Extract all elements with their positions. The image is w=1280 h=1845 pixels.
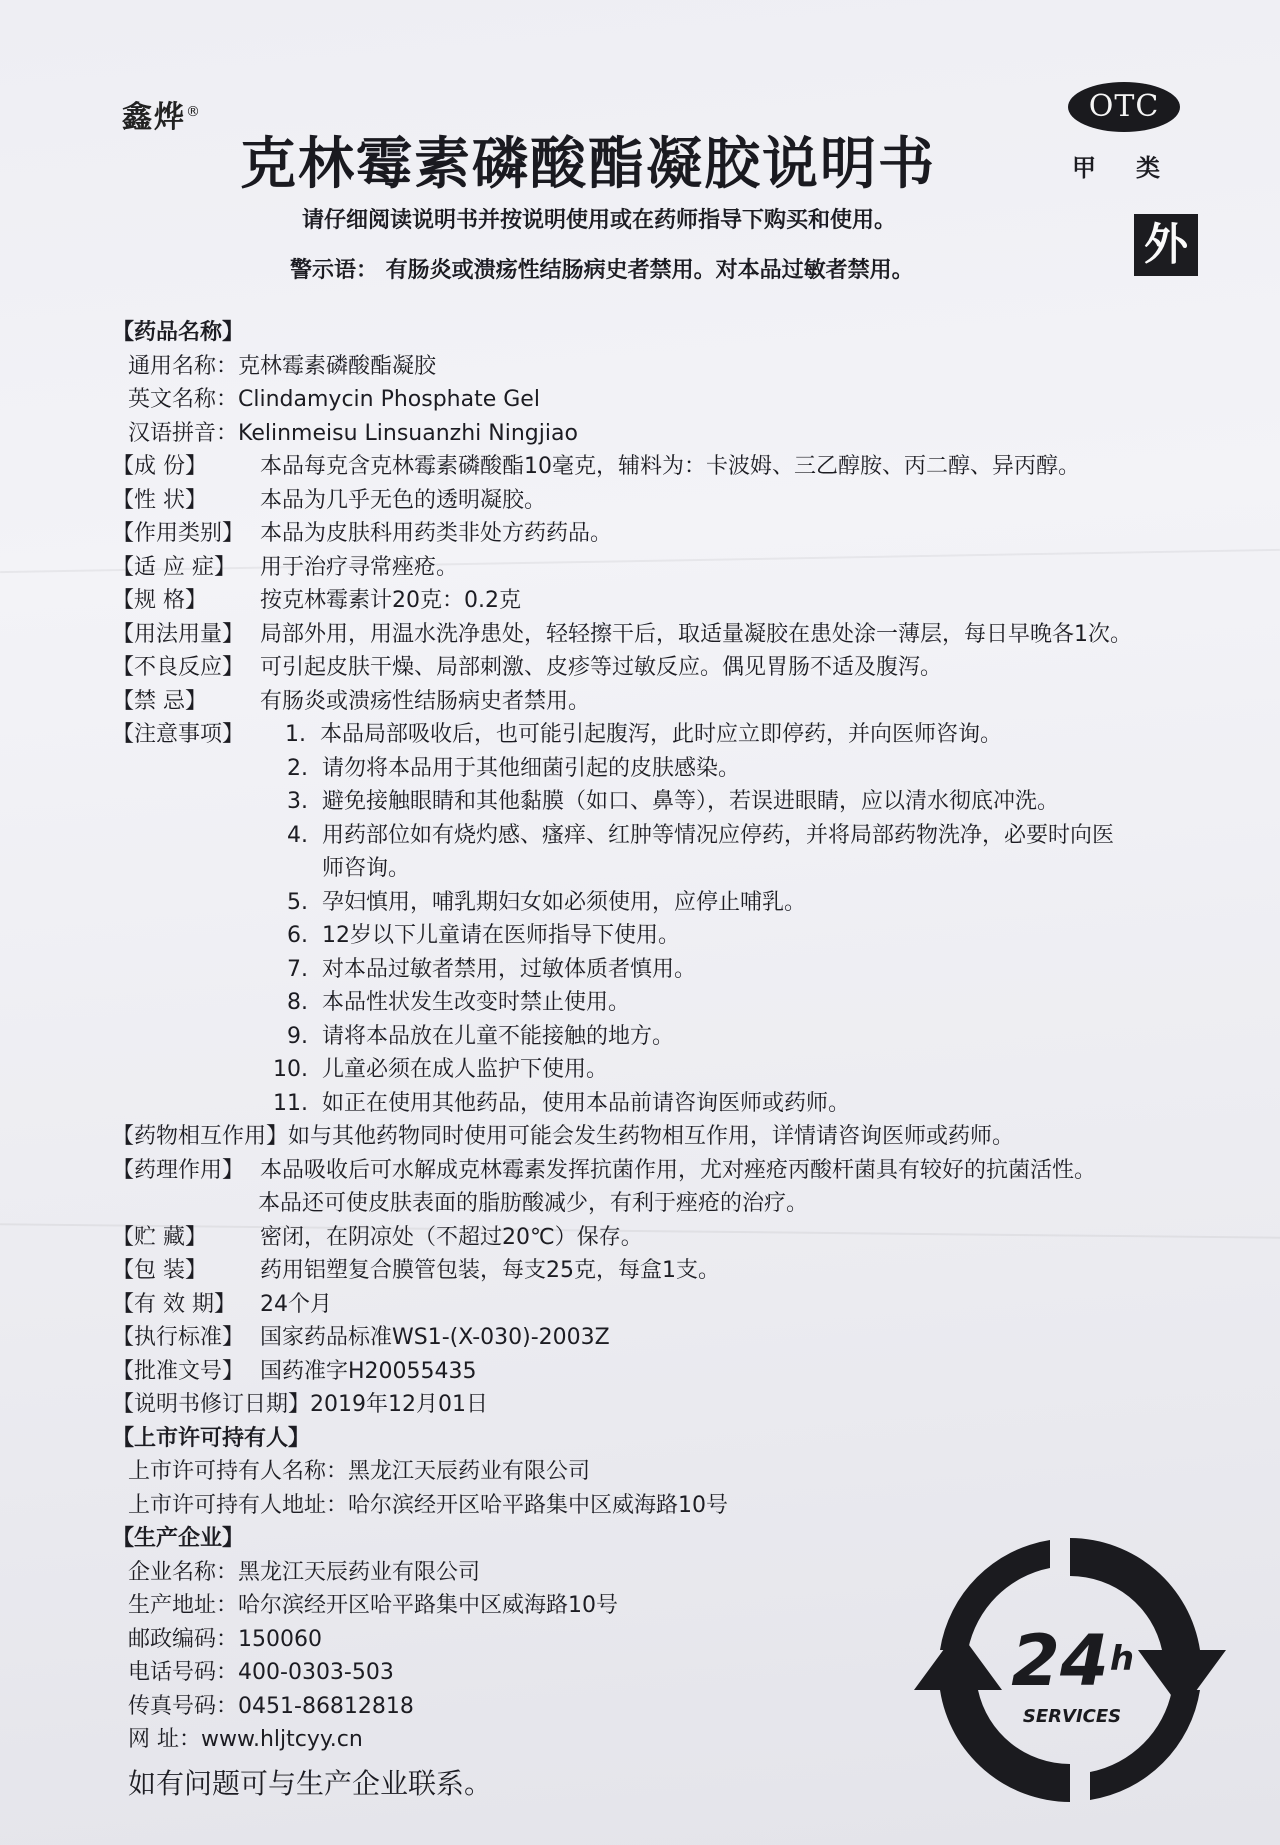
contact-note: 如有问题可与生产企业联系。: [128, 1767, 493, 1800]
precaution-text: 儿童必须在成人监护下使用。: [322, 1057, 609, 1082]
field-value: 400-0303-503: [238, 1660, 394, 1685]
field-label: 企业名称：: [128, 1559, 239, 1585]
standard-row: [112, 1321, 1262, 1355]
section-value: 本品为皮肤科用药类非处方药药品。: [260, 521, 613, 546]
brand-logo: [122, 92, 202, 136]
section-label: 【成 份】: [112, 454, 207, 479]
composition-row: [112, 450, 1262, 484]
section-value: 用于治疗寻常痤疮。: [260, 554, 459, 580]
english-name-row: [112, 383, 1262, 417]
field-value: 克林霉素磷酸酯凝胶: [238, 353, 437, 379]
precaution-item: [112, 752, 1262, 786]
precaution-text: 用药部位如有烧灼感、瘙痒、红肿等情况应停药，并将局部药物洗净，必要时向医: [322, 822, 1115, 848]
field-value: 150060: [238, 1626, 322, 1652]
field-label: 电话号码：: [128, 1660, 239, 1685]
contraindication-row: [112, 685, 1262, 719]
dosage-row: [112, 618, 1262, 652]
spec-row: [112, 584, 1262, 618]
field-value: Clindamycin Phosphate Gel: [238, 387, 540, 412]
pinyin-row: [112, 417, 1262, 451]
section-value: 24个月: [260, 1291, 332, 1317]
precaution-number: 7.: [287, 956, 308, 982]
badge-hour: h: [1109, 1639, 1135, 1679]
precaution-item: [112, 886, 1262, 920]
section-label: 【用法用量】: [112, 621, 245, 647]
approval-row: [112, 1355, 1262, 1389]
precaution-number: 8.: [287, 990, 308, 1015]
section-label: 【包 装】: [112, 1258, 207, 1283]
appearance-row: [112, 484, 1262, 518]
precaution-text: 本品性状发生改变时禁止使用。: [322, 990, 631, 1015]
section-heading: 【上市许可持有人】: [112, 1425, 311, 1451]
precaution-continuation: [112, 852, 1262, 886]
reading-notice: 请仔细阅读说明书并按说明使用或在药师指导下购买和使用。: [302, 208, 897, 233]
precaution-number: 11.: [273, 1090, 308, 1116]
precaution-item: [112, 1053, 1262, 1087]
website-link[interactable]: www.hljtcyy.cn: [201, 1727, 363, 1752]
field-value: 黑龙江天辰药业有限公司: [238, 1559, 481, 1585]
precaution-item: [112, 986, 1262, 1020]
precaution-text: 如正在使用其他药品，使用本品前请咨询医师或药师。: [322, 1090, 851, 1116]
section-value: 药用铝塑复合膜管包装，每支25克，每盒1支。: [260, 1258, 720, 1283]
section-label: 【说明书修订日期】: [112, 1392, 311, 1417]
precaution-text: 孕妇慎用，哺乳期妇女如必须使用，应停止哺乳。: [322, 889, 807, 915]
field-value: 哈尔滨经开区哈平路集中区威海路10号: [238, 1593, 619, 1618]
revision-date-row: [112, 1388, 1262, 1422]
field-value: 0451-86812818: [238, 1693, 414, 1719]
precaution-number: 9.: [287, 1023, 308, 1049]
precaution-number: 1.: [285, 722, 306, 747]
badge-number: 24: [1011, 1620, 1109, 1702]
interaction-row: [112, 1120, 1262, 1154]
precaution-item: [112, 953, 1262, 987]
section-value: 本品吸收后可水解成克林霉素发挥抗菌作用，尤对痤疮丙酸杆菌具有较好的抗菌活性。: [260, 1157, 1097, 1183]
section-value: 按克林霉素计20克：0.2克: [260, 588, 521, 613]
category-row: [112, 517, 1262, 551]
section-value: 局部外用，用温水洗净患处，轻轻擦干后，取适量凝胶在患处涂一薄层，每日早晚各1次。: [260, 621, 1132, 647]
section-label: 【作用类别】: [112, 521, 245, 546]
field-label: 上市许可持有人名称：: [128, 1459, 349, 1484]
precaution-item: [112, 919, 1262, 953]
precautions-heading-row: [112, 718, 1262, 752]
otc-category: 甲类: [1072, 154, 1200, 182]
brand-name: 鑫烨: [122, 100, 186, 135]
precaution-text: 请勿将本品用于其他细菌引起的皮肤感染。: [322, 755, 741, 781]
precaution-item: [112, 1087, 1262, 1121]
validity-row: [112, 1288, 1262, 1322]
section-label: 【适 应 症】: [112, 554, 236, 580]
precaution-number: 5.: [287, 889, 308, 915]
precaution-number: 4.: [287, 822, 308, 848]
holder-address-row: [112, 1489, 1262, 1523]
field-label: 邮政编码：: [128, 1626, 239, 1652]
section-value: 可引起皮肤干燥、局部刺激、皮疹等过敏反应。偶见胃肠不适及腹泻。: [260, 655, 943, 680]
generic-name-row: [112, 350, 1262, 384]
section-label: 【性 状】: [112, 487, 207, 513]
registered-mark: ®: [186, 104, 202, 120]
24h-services-icon: [900, 1520, 1240, 1820]
section-label: 【执行标准】: [112, 1325, 245, 1350]
section-label: 【禁 忌】: [112, 688, 207, 714]
section-label: 【药物相互作用】: [112, 1124, 289, 1149]
package-row: [112, 1254, 1262, 1288]
precaution-number: 10.: [273, 1057, 308, 1082]
section-value: 本品为几乎无色的透明凝胶。: [260, 487, 547, 513]
section-value: 本品每克含克林霉素磷酸酯10毫克，辅料为：卡波姆、三乙醇胺、丙二醇、异丙醇。: [260, 454, 1080, 479]
precaution-text: 本品局部吸收后，也可能引起腹泻，此时应立即停药，并向医师咨询。: [320, 722, 1003, 747]
indication-row: [112, 551, 1262, 585]
section-label: 【批准文号】: [112, 1358, 245, 1384]
external-use-badge: 外: [1134, 214, 1198, 276]
section-value: 有肠炎或溃疡性结肠病史者禁用。: [260, 688, 591, 714]
holder-name-row: [112, 1455, 1262, 1489]
pharmacology-row: [112, 1154, 1262, 1188]
field-label: 传真号码：: [128, 1693, 239, 1719]
section-heading: 【药品名称】: [112, 320, 245, 345]
warning-line: 警示语： 有肠炎或溃疡性结肠病史者禁用。对本品过敏者禁用。: [290, 258, 914, 283]
document-title: 克林霉素磷酸酯凝胶说明书: [240, 132, 936, 197]
field-label: 生产地址：: [128, 1593, 239, 1618]
field-value: Kelinmeisu Linsuanzhi Ningjiao: [238, 420, 578, 446]
section-value: 本品还可使皮肤表面的脂肪酸减少，有利于痤疮的治疗。: [258, 1191, 809, 1216]
section-label: 【规 格】: [112, 588, 207, 613]
pharmacology-continuation: [112, 1187, 1262, 1221]
section-value: 国家药品标准WS1-(X-030)-2003Z: [260, 1325, 610, 1350]
field-label: 上市许可持有人地址：: [128, 1492, 349, 1518]
field-value: 哈尔滨经开区哈平路集中区威海路10号: [348, 1492, 729, 1518]
section-label: 【药理作用】: [112, 1157, 245, 1183]
field-label: 通用名称：: [128, 353, 239, 379]
section-value: 国药准字H20055435: [260, 1358, 477, 1384]
section-label: 【贮 藏】: [112, 1224, 207, 1250]
precaution-text: 师咨询。: [322, 856, 411, 881]
section-value: 密闭，在阴凉处（不超过20℃）保存。: [260, 1224, 643, 1250]
field-label: 英文名称：: [128, 387, 239, 412]
section-label: 【注意事项】: [112, 722, 245, 747]
precaution-item: [112, 1020, 1262, 1054]
section-value: 2019年12月01日: [310, 1392, 488, 1417]
section-heading: 【生产企业】: [112, 1526, 245, 1551]
precaution-item: [112, 819, 1262, 853]
badge-services: SERVICES: [1022, 1706, 1122, 1727]
precaution-number: 6.: [287, 923, 308, 948]
precaution-number: 3.: [287, 789, 308, 814]
storage-row: [112, 1221, 1262, 1255]
field-value: 黑龙江天辰药业有限公司: [348, 1459, 591, 1484]
field-label: 网 址：: [128, 1727, 201, 1752]
field-label: 汉语拼音：: [128, 420, 239, 446]
section-value: 如与其他药物同时使用可能会发生药物相互作用，详情请咨询医师或药师。: [288, 1124, 1015, 1149]
precaution-text: 请将本品放在儿童不能接触的地方。: [322, 1023, 675, 1049]
otc-badge: OTC: [1068, 82, 1180, 132]
precaution-text: 避免接触眼睛和其他黏膜（如口、鼻等），若误进眼睛，应以清水彻底冲洗。: [322, 789, 1060, 814]
precaution-item: [112, 785, 1262, 819]
precaution-text: 12岁以下儿童请在医师指导下使用。: [322, 923, 680, 948]
precaution-text: 对本品过敏者禁用，过敏体质者慎用。: [322, 956, 697, 982]
adverse-row: [112, 651, 1262, 685]
section-label: 【不良反应】: [112, 655, 245, 680]
section-label: 【有 效 期】: [112, 1291, 236, 1317]
precaution-number: 2.: [287, 755, 308, 781]
